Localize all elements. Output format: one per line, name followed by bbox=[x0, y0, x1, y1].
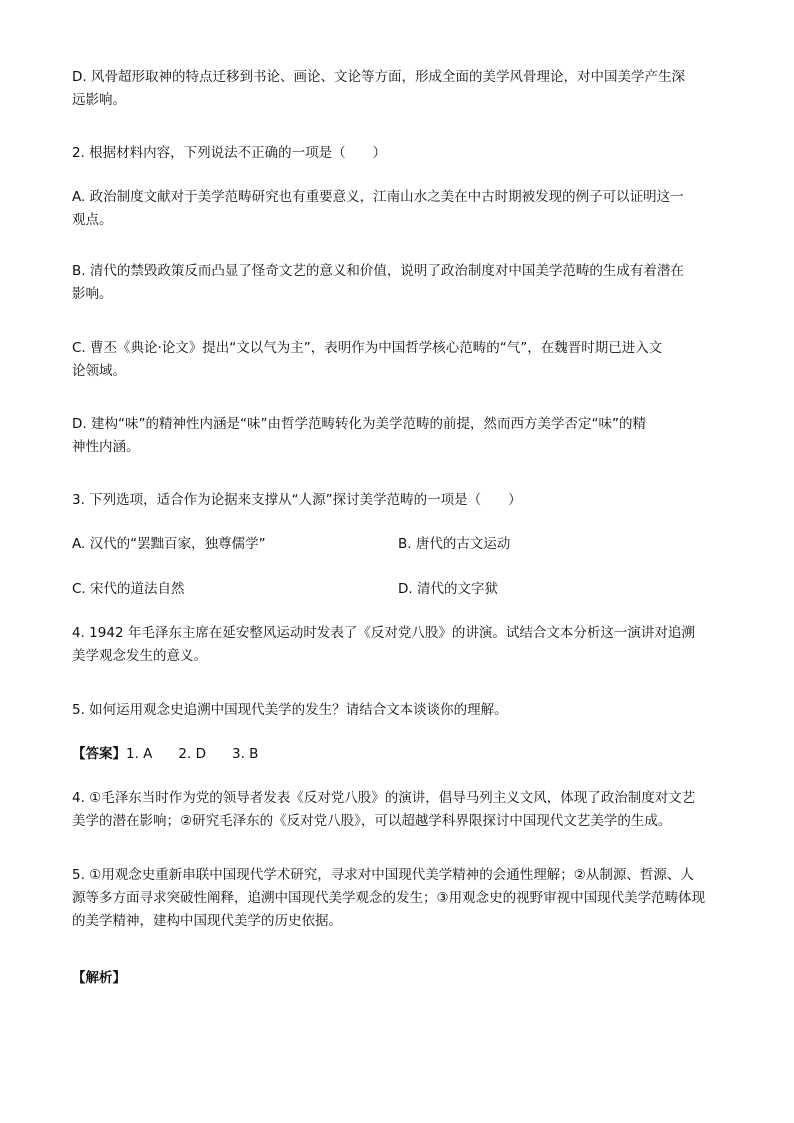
analysis-heading bbox=[72, 967, 722, 990]
answer-5-line3: 的美学精神，建构中国现代美学的历史依据。 bbox=[72, 913, 342, 929]
q2-option-b-line2: 影响。 bbox=[72, 286, 113, 302]
answer-2: 2. D bbox=[178, 746, 206, 762]
analysis-label: 【解析】 bbox=[72, 970, 126, 986]
q2-option-a-line2: 观点。 bbox=[72, 212, 113, 228]
q2-stem bbox=[72, 142, 722, 165]
q2-option-c-line2: 论领域。 bbox=[72, 363, 126, 379]
answer-line bbox=[72, 743, 722, 766]
answer-row bbox=[72, 743, 722, 766]
q4-line1: 4. 1942 年毛泽东主席在延安整风运动时发表了《反对党八股》的讲演。试结合文本分析这一演讲对追溯 bbox=[72, 625, 695, 641]
q1-option-d-line1: D. 风骨超形取神的特点迁移到书论、画论、文论等方面，形成全面的美学风骨理论，对中国美学产生深 bbox=[72, 69, 685, 85]
q1-option-d-line2: 远影响。 bbox=[72, 92, 126, 108]
q2-option-a-line1: A. 政治制度文献对于美学范畴研究也有重要意义，江南山水之美在中古时期被发现的例子可以证明这一 bbox=[72, 189, 684, 205]
answer-5-line1: 5. ①用观念史重新串联中国现代学术研究，寻求对中国现代美学精神的会通性理解；②从制源、哲源、人 bbox=[72, 867, 694, 883]
answer-3: 3. B bbox=[232, 746, 259, 762]
answer-4 bbox=[72, 787, 722, 833]
q1-option-d bbox=[72, 66, 722, 112]
answer-label: 【答案】 bbox=[72, 746, 126, 762]
answer-4-line1: 4. ①毛泽东当时作为党的领导者发表《反对党八股》的演讲，倡导马列主义文风，体现了政治制度对文艺 bbox=[72, 790, 696, 806]
q2-option-c bbox=[72, 337, 722, 383]
answer-4-line2: 美学的潜在影响；②研究毛泽东的《反对党八股》，可以超越学科界限探讨中国现代文艺美学的生成。 bbox=[72, 813, 672, 829]
q3-stem-text: 3. 下列选项，适合作为论据来支撑从“人源”探讨美学范畴的一项是（ ） bbox=[72, 492, 522, 508]
answer-5 bbox=[72, 864, 722, 933]
q2-stem-text: 2. 根据材料内容，下列说法不正确的一项是（ ） bbox=[72, 145, 387, 161]
q3-option-b: B. 唐代的古文运动 bbox=[398, 536, 511, 552]
q2-option-a bbox=[72, 186, 722, 232]
q2-option-b-line1: B. 清代的禁毁政策反而凸显了怪奇文艺的意义和价值，说明了政治制度对中国美学范畴的生成有着潜在 bbox=[72, 263, 684, 279]
answer-5-line2: 源等多方面寻求突破性阐释，追溯中国现代美学观念的发生；③用观念史的视野审视中国现代美学范畴体现 bbox=[72, 890, 706, 906]
q2-option-b bbox=[72, 260, 722, 306]
q4-stem bbox=[72, 622, 722, 668]
q2-option-d-line1: D. 建构“味”的精神性内涵是“味”由哲学范畴转化为美学范畴的前提，然而西方美学否定“味”的精 bbox=[72, 416, 646, 432]
q5-line1: 5. 如何运用观念史追溯中国现代美学的发生？请结合文本谈谈你的理解。 bbox=[72, 702, 508, 718]
q2-option-d bbox=[72, 413, 722, 459]
q3-option-a: A. 汉代的“罢黜百家，独尊儒学” bbox=[72, 536, 266, 552]
q2-option-c-line1: C. 曹丕《典论·论文》提出“文以气为主”，表明作为中国哲学核心范畴的“气”，在魏晋时期已进入文 bbox=[72, 340, 663, 356]
q3-stem bbox=[72, 489, 722, 512]
q2-option-d-line2: 神性内涵。 bbox=[72, 439, 140, 455]
q5-stem bbox=[72, 699, 722, 722]
q4-line2: 美学观念发生的意义。 bbox=[72, 648, 207, 664]
q3-option-d: D. 清代的文字狱 bbox=[398, 581, 498, 597]
answer-1: 1. A bbox=[126, 746, 153, 762]
q3-option-c: C. 宋代的道法自然 bbox=[72, 581, 185, 597]
